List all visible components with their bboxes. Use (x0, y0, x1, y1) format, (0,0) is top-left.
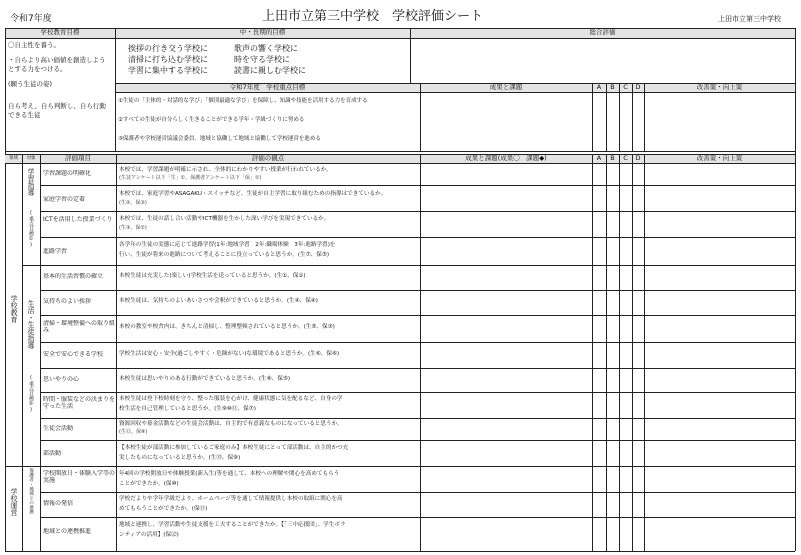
item-cell: 地域との連携推進 (43, 528, 92, 535)
view-cell: 地域と連携し、学習活動や生徒支援を工夫することができたか。【「三中応援団」、学生ボラ (119, 522, 346, 528)
item-cell: 家庭学習の定着 (43, 196, 86, 203)
education-goal-line: とする力をつける。 (8, 65, 67, 73)
view-note: (生徒アンケート以下「生」①、保護者アンケート以下「保」①) (119, 175, 262, 181)
grade-b-header: B (610, 154, 615, 162)
view-cell-line2: めてもらうことができたか。(保⑪) (119, 506, 208, 512)
item-cell: 部活動 (43, 450, 62, 457)
item-cell: 思いやりの心 (43, 376, 80, 383)
grade-d-header: D (635, 154, 641, 162)
view-cell: 資源回収や募金活動などの生徒会活動は、自主的で有意義なものになっていると思うか。 (119, 421, 343, 427)
view-cell-line2: 実したものになっていると思うか。(生⑬、保⑨) (119, 455, 241, 461)
view-note: (生③、保②) (119, 225, 147, 231)
focus-item: ①生徒の「主体的・対話的な学び」「個別最適な学び」を保障し、知識や技能を活用する力を育成する (118, 98, 368, 104)
improvement-header: 改善策・向上策 (696, 154, 743, 162)
column-target-header: 対象 (26, 156, 36, 161)
item-cell: 生徒会活動 (43, 425, 74, 432)
column-item-header: 評価項目 (65, 154, 91, 162)
overall-evaluation-header: 総合評価 (589, 28, 616, 36)
view-cell: 本校生徒は充実した(楽しい)学校生活を送っていると思うか。(生①、保①) (119, 273, 306, 279)
grade-c-header: C (623, 154, 628, 162)
item-cell: 清掃・環境整備への取り組み (43, 320, 115, 335)
group-life-sub: (重点目標②) (28, 375, 34, 413)
mid-long-goal-left: 挨拶の行き交う学校に (128, 44, 208, 53)
view-cell: 本校生徒は思いやりのある行動ができていると思うか。(生⑧、保⑤) (119, 376, 291, 382)
focus-goal-header: 令和7年度 学校重点目標 (229, 83, 306, 91)
view-cell: 各学年の生徒の実態に応じて進路学習(1年:地域学習 2年:職場体験 3年:進路学習)を (119, 242, 336, 248)
view-note: (生⑫、保⑧) (119, 429, 148, 435)
item-cell: 安全で安心できる学校 (43, 351, 104, 358)
item-cell: 学校開放日・体験入学等の実施 (43, 470, 115, 485)
improvement-header: 改善策・向上策 (696, 83, 743, 91)
mid-long-goal-header: 中・長期的目標 (239, 28, 286, 36)
view-cell: 本校では、生徒の話し合い活動やICT機器を生かした深い学びを実現できているか。 (119, 216, 330, 222)
item-cell: 時間・服装などの決まりを守った生活 (43, 396, 115, 411)
school-name-right: 上田市立第三中学校 (718, 15, 781, 23)
education-goal-line: ・自らより高い価値を創造しよう (8, 56, 106, 64)
column-result-header: 成果と課題(成果〇 課題◆) (465, 154, 547, 162)
grade-a-header: A (596, 154, 602, 162)
mid-long-goal-right: 読書に親しむ学校に (234, 66, 306, 75)
grade-d-header: D (635, 83, 641, 91)
item-cell: 基本的生活習慣の確立 (43, 273, 104, 280)
view-cell: 本校では、学習課題が明確に示され、全体的にわかりやすい授業が行われているか。 (119, 167, 332, 173)
group-learning-guidance: 学習指導 (27, 168, 35, 196)
page-title: 上田市立第三中学校 学校評価シート (262, 9, 484, 24)
item-cell: 学習課題の明確化 (43, 170, 92, 177)
item-cell: 気持ちのよい挨拶 (43, 298, 92, 305)
mid-long-goal-left: 清掃に打ち込む学校に (128, 55, 208, 64)
mid-long-goal-right: 時を守る学校に (234, 55, 290, 64)
area-school-education: 学校教育 (10, 295, 18, 323)
result-header: 成果と課題 (489, 83, 523, 91)
item-cell: ICTを活用した授業づくり (43, 216, 113, 223)
grade-c-header: C (623, 83, 628, 91)
view-cell: 本校生徒は、気持ちのよいあいさつや会釈ができていると思うか。(生④、保④) (119, 298, 318, 304)
mid-long-goal-left: 学習に集中する学校に (128, 66, 208, 75)
view-cell: 学校だよりや学年学級だより、ホームページ等を通して情報提供し本校の取組に関心を高 (119, 496, 343, 502)
view-cell: 本校生徒は登下校時刻を守り、整った服装を心がけ、健康状態に気を配るなど、自身の学 (119, 396, 343, 402)
item-cell: 進路学習 (43, 248, 68, 255)
education-goal-line: 〇自主性を養う。 (8, 41, 60, 49)
view-cell: 学校生活は安心・安全(過ごしやすく・危険がない)な環境であると思うか。(生⑥、保⑥) (119, 351, 340, 357)
group-community: 保護者・地域との連携 (28, 468, 34, 514)
view-cell-line2: ことができたか。(保⑩) (119, 481, 179, 487)
student-image-line: できる生徒 (8, 111, 41, 119)
group-life-guidance: 生活・生徒指導 (27, 300, 35, 349)
view-cell: 本校の教室や校舎内は、きちんと清掃し、整理整頓されていると思うか。(生⑤、保③) (119, 324, 335, 330)
column-view-header: 評価の観点 (251, 154, 285, 162)
grade-a-header: A (596, 83, 602, 91)
column-area-header: 領域 (9, 156, 18, 161)
view-cell-line2: 行い、生徒が将来の進路について考えることに役立っていると思うか。(生⑦、保⑤) (119, 252, 330, 258)
view-cell: 年4回の学校開放日や体験授業(新入生)等を通して、本校への理解や関心を高めてもらう (119, 471, 340, 477)
view-cell: 【本校生徒が部活動に参加しているご家庭のみ】本校生徒にとって部活動は、自主的かつ充 (119, 445, 349, 451)
view-cell: 本校では、家庭学習やASAGAKU・スイッチなど、生徒が自主学習に取り組むための指導はできているか。 (119, 191, 387, 197)
area-school-management: 学校運営 (10, 488, 18, 516)
focus-item: ③保護者や学校運営協議会委員、地域と協働して地域と協働して学校運営を進める (118, 136, 321, 142)
education-goal-header: 学校教育目標 (40, 28, 80, 36)
item-cell: 情報の発信 (43, 500, 74, 507)
focus-item: ②すべての生徒が自分らしく生きることができる学年・学級づくりに努める (118, 117, 305, 123)
group-learning-sub: (重点目標①) (28, 210, 34, 248)
student-image-line: 自ら考え、自ら判断し、自ら行動 (8, 102, 106, 110)
mid-long-goal-right: 歌声の響く学校に (234, 44, 298, 53)
view-cell-line2: ンティアの活用】(保⑫) (119, 532, 179, 538)
grade-b-header: B (610, 83, 615, 91)
student-image-title: (願う生徒の姿) (8, 80, 53, 88)
view-note: (生②、保③) (119, 200, 147, 206)
fiscal-year: 令和7年度 (10, 14, 52, 24)
view-cell-line2: 校生活を自己管理していると思うか。(生⑨⑩⑪、保⑦) (119, 406, 256, 412)
